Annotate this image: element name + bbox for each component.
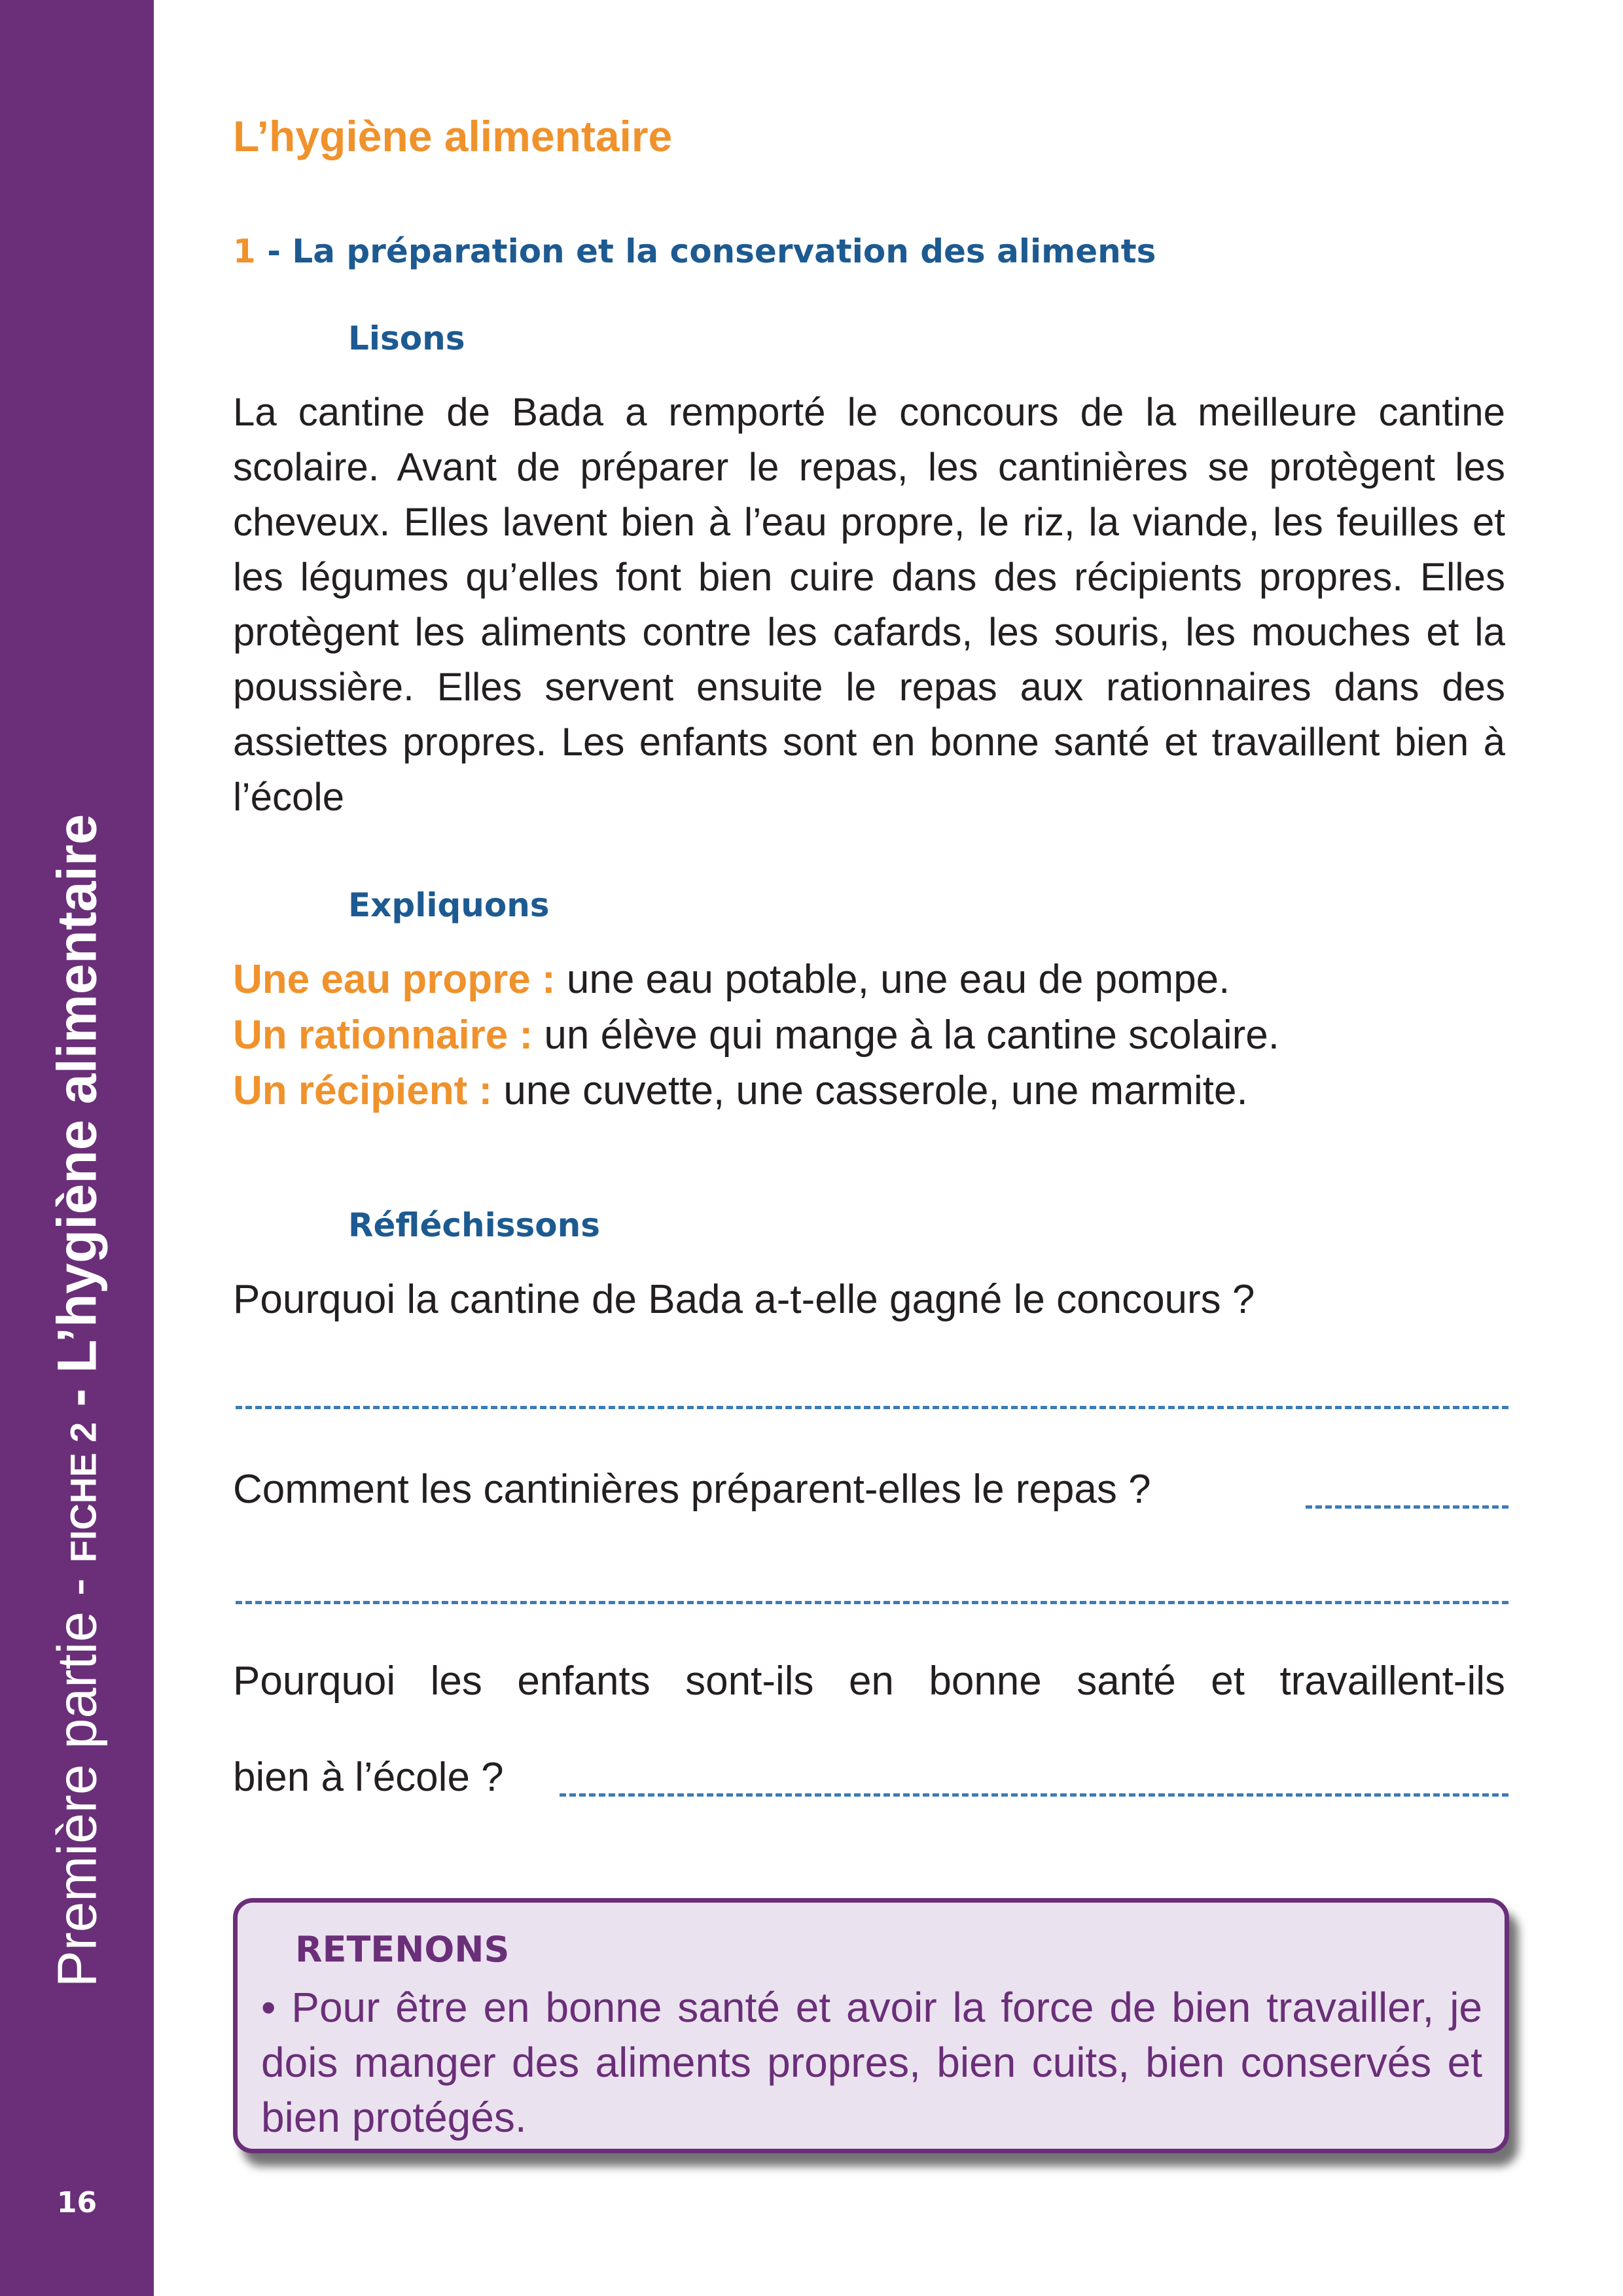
section-number: 1 xyxy=(233,232,256,270)
answer-line-1[interactable] xyxy=(236,1406,1508,1409)
answer-line-3[interactable] xyxy=(560,1793,1508,1797)
section-title-text: - La préparation et la conservation des aliments xyxy=(255,232,1156,270)
definition-item xyxy=(233,1064,1248,1119)
sidebar-fiche: FICHE 2 xyxy=(62,1422,104,1563)
retenons-heading: RETENONS xyxy=(295,1929,510,1970)
question-3: Pourquoi les enfants sont-ils en bonne santé et travaillent-ils xyxy=(233,1659,1505,1704)
sidebar-separator: - xyxy=(46,1373,108,1422)
definition-term: Un récipient : xyxy=(233,1068,493,1113)
expliquons-heading: Expliquons xyxy=(348,886,550,924)
retenons-box xyxy=(233,1898,1509,2153)
sidebar-theme: L’hygiène alimentaire xyxy=(46,814,108,1374)
reflechissons-heading: Réfléchissons xyxy=(348,1206,600,1244)
definition-item xyxy=(233,1008,1279,1063)
section-title xyxy=(233,232,1156,270)
page-number: 16 xyxy=(56,2186,98,2219)
page-title: L’hygiène alimentaire xyxy=(233,112,673,160)
definition-text: un élève qui mange à la cantine scolaire. xyxy=(533,1013,1279,1058)
sidebar xyxy=(0,0,154,2296)
definition-term: Une eau propre : xyxy=(233,957,556,1002)
retenons-text: • Pour être en bonne santé et avoir la force de bien travailler, je dois manger des aliments propres, bien cuits, bien conservés et bien protégés. xyxy=(261,1984,1482,2141)
lisons-text: La cantine de Bada a remporté le concours de la meilleure cantine scolaire. Avant de préparer le repas, les cantinières se protègent les cheveux. Elles lavent bien à l’eau propre, le riz, la viande, les feuilles et les légumes qu’elles font bien cuire dans des récipients propres. Elles protègent les aliments contre les cafards, les souris, les mouches et la poussière. Elles servent ensuite le repas aux rationnaires dans des assiettes propres. Les enfants sont en bonne santé et travaillent bien à l’école xyxy=(233,390,1505,819)
definition-text: une cuvette, une casserole, une marmite. xyxy=(492,1068,1248,1113)
answer-line-2b[interactable] xyxy=(236,1601,1508,1604)
question-3-end: bien à l’école ? xyxy=(233,1755,504,1800)
sidebar-separator: - xyxy=(46,1562,108,1612)
sidebar-part: Première partie xyxy=(46,1611,108,1988)
definition-term: Un rationnaire : xyxy=(233,1013,533,1058)
lisons-heading: Lisons xyxy=(348,319,465,357)
definition-text: une eau potable, une eau de pompe. xyxy=(555,957,1230,1002)
sidebar-title xyxy=(46,814,109,1988)
question-2: Comment les cantinières préparent-elles le repas ? xyxy=(233,1467,1151,1512)
question-1: Pourquoi la cantine de Bada a-t-elle gagné le concours ? xyxy=(233,1277,1255,1322)
answer-line-2a[interactable] xyxy=(1306,1505,1508,1509)
definition-item xyxy=(233,952,1230,1007)
